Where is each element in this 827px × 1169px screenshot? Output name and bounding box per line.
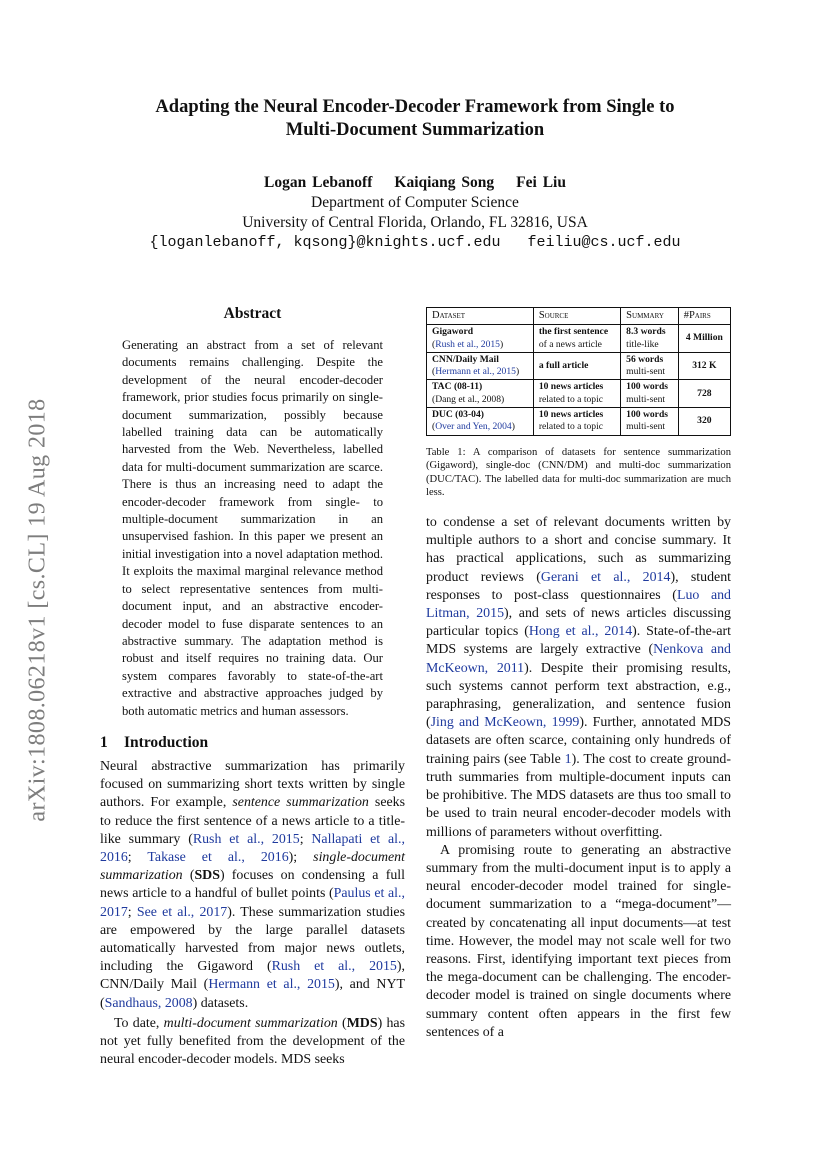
text-run: ). The cost to create ground-truth summaries from multiple-document inputs can be prohibitive. The MDS datasets are thus too small to be used to train neural encoder-decoder models with millions of parameters without overfitting. [426,751,731,840]
source-cell [533,380,620,408]
text-run: ), and NYT ( [100,977,405,1011]
dataset-name: TAC (08-11) [432,381,483,393]
citation-link[interactable]: Hermann et al., 2015 [435,366,516,378]
author-block [100,173,730,253]
table-caption: Table 1: A comparison of datasets for sentence summarization (Gigaword), single-doc (CNN/DM) and multi-doc summarization (DUC/TAC). The labelled data for multi-doc summarization are much less. [426,446,731,499]
text-run: ), CNN/Daily Mail ( [100,959,405,993]
citation-link[interactable]: Nallapati et al., 2016 [100,831,405,865]
bold-term: SDS [194,868,220,884]
text-run: ); [288,849,314,865]
text-run: ; [127,849,148,865]
source-main: a full article [538,360,589,372]
summary-length: 100 words [626,381,669,393]
arxiv-sidebar [20,360,56,860]
summary-type: multi-sent [626,393,666,405]
source-detail: related to a topic [538,393,604,405]
author-name: Logan Lebanoff [264,174,373,191]
section-number: 1 [100,733,108,751]
source-detail: related to a topic [538,421,604,433]
author-names [100,173,730,193]
source-main: the first sentence [538,326,609,338]
pairs-cell: 320 [678,408,730,436]
table-header-cell: Summary [621,308,679,325]
citation-link[interactable]: Luo and Litman, 2015 [426,587,732,622]
summary-type: title-like [626,338,659,350]
text-run: ( [182,868,195,884]
text-run: ). Despite their promising results, such systems cannot perform text abstraction, e.g., paraphrasing, generalization, and sentence fusion ( [426,660,731,731]
summary-type: multi-sent [626,366,666,378]
table-row [427,380,731,408]
text-run: ), student responses to post-class questionnaires ( [426,569,731,603]
affiliation: University of Central Florida, Orlando, FL 32816, USA [242,214,588,231]
citation-link[interactable]: Gerani et al., 2014 [540,569,671,585]
text-run: ). These summarization studies are empowered by the large parallel datasets automatically harvested from major news outlets, including the Gigaword ( [100,904,405,975]
summary-length: 8.3 words [626,326,666,338]
bold-term: MDS [346,1015,378,1031]
abstract-text: Generating an abstract from a set of relevant documents remains challenging. Despite the development of the neural encoder-decoder framework, prior studies focus primarily on single-document summarization, possibly because labelled training data can be automatically harvested from the Web. Nevertheless, labelled data for multi-document summarization are scarce. There is thus an increasing need to adapt the encoder-decoder framework from single- to multiple-document summarization in an unsupervised fashion. In this paper we present an initial investigation into a novel adaptation method. It exploits the maximal marginal relevance method to select representative sentences from multi-document input, and an abstractive encoder-decoder model to fuse disparate sentences to an abstractive summary. The adaptation method is robust and itself requires no training data. Our system compares favorably to state-of-the-art extractive and abstractive approaches judged by both automatic metrics and human assessors. [122,338,383,718]
citation-link[interactable]: Sandhaus, 2008 [104,995,193,1011]
text-run: ). State-of-the-art MDS systems are largely extractive ( [426,624,732,658]
title-line-1: Adapting the Neural Encoder-Decoder Framework from Single to [155,97,675,117]
section-title: Introduction [124,733,209,751]
section-heading-introduction [100,734,405,752]
source-main: 10 news articles [538,381,604,393]
summary-cell [621,352,679,380]
citation-link[interactable]: Hong et al., 2014 [528,624,633,640]
intro-paragraph-1 [100,758,405,1013]
text-run: Neural abstractive summarization has primarily focused on summarizing short texts written by single authors. For example, [100,758,405,811]
text-run: ) has not yet fully benefited from the development of the neural encoder-decoder models. MDS seeks [100,1015,406,1068]
intro-paragraph-2 [100,1015,405,1070]
table-reference-link[interactable]: 1 [564,751,572,767]
dataset-cell: Gigaword (Rush et al., 2015) [427,325,534,353]
pairs-cell: 4 Million [678,325,730,353]
author-emails: {loganlebanoff, kqsong}@knights.ucf.edu feiliu@cs.ucf.edu [149,234,681,251]
citation-link[interactable]: Rush et al., 2015 [192,831,300,847]
table-header-cell: Source [533,308,620,325]
summary-length: 56 words [626,353,664,365]
dataset-cell: CNN/Daily Mail (Hermann et al., 2015) [427,352,534,380]
title-line-2: Multi-Document Summarization [285,120,545,140]
right-paragraph-2: A promising route to generating an abstractive summary from the multi-document input is to apply a neural encoder-decoder model trained for single-document summarization to a “mega-document”—created by concatenating all input documents—at test time. However, the model may not scale well for two reasons. First, identifying important text pieces from the mega-document can be challenging. The encoder-decoder model is trained on single documents where summary content often appears in the first few sentences of a [426,842,731,1040]
citation-link[interactable]: See et al., 2017 [136,904,228,920]
text-run: ) focuses on condensing a full news article to a handful of bullet points ( [100,868,405,902]
source-cell [533,352,620,380]
table-row [427,352,731,380]
right-column [426,307,731,1042]
right-paragraph-1 [426,514,731,842]
emphasis: multi-document summarization [163,1015,338,1031]
citation-link[interactable]: Rush et al., 2015 [271,959,397,975]
citation-link[interactable]: Paulus et al., 2017 [100,886,405,920]
text-run: ; [127,904,137,920]
emphasis: sentence summarization [232,795,369,811]
table-row [427,408,731,436]
table-row [427,325,731,353]
summary-type: multi-sent [626,421,666,433]
summary-cell [621,380,679,408]
department: Department of Computer Science [311,194,519,211]
summary-cell [621,408,679,436]
table-header-row [427,308,731,325]
source-main: 10 news articles [538,409,604,421]
pairs-cell: 312 K [678,352,730,380]
dataset-name: Gigaword [432,326,474,338]
dataset-comparison-table [426,307,731,436]
dataset-cell: TAC (08-11) (Dang et al., 2008) [427,380,534,408]
text-run: to condense a set of relevant documents written by multiple authors to a short and concise summary. It has practical applications, such as summarizing product reviews ( [426,515,731,585]
paper-title [100,96,730,142]
text-run: ), and sets of news articles discussing particular topics ( [426,606,731,640]
table-header-cell: Dataset [427,308,534,325]
emphasis: single-document summarization [100,849,405,884]
citation-link[interactable]: Takase et al., 2016 [147,849,289,865]
citation-link[interactable]: Hermann et al., 2015 [208,977,335,993]
author-name: Fei Liu [516,174,566,191]
abstract-heading: Abstract [223,305,282,322]
source-detail: of a news article [538,338,602,350]
citation-link[interactable]: Jing and McKeown, 1999 [430,715,580,731]
text-run: To date, [114,1015,164,1031]
dataset-name: DUC (03-04) [432,409,484,421]
author-name: Kaiqiang Song [394,174,495,191]
text-run: seeks to reduce the first sentence of a news article to a title-like summary ( [100,795,405,847]
table-header-cell: #Pairs [678,308,730,325]
text-run: ) datasets. [192,995,249,1011]
citation-link[interactable]: Nenkova and McKeown, 2011 [426,642,731,676]
left-column [100,305,405,1069]
citation-link[interactable]: Over and Yen, 2004 [435,421,512,433]
text-run: ). Further, annotated MDS datasets are often scarce, containing only hundreds of training pairs (see Table [426,715,731,767]
source-cell [533,408,620,436]
dataset-cell: DUC (03-04) (Over and Yen, 2004) [427,408,534,436]
text-run: ( [337,1015,347,1031]
summary-cell [621,325,679,353]
text-run: ; [299,831,312,847]
pairs-cell: 728 [678,380,730,408]
dataset-name: CNN/Daily Mail [432,353,499,365]
arxiv-identifier: arXiv:1808.06218v1 [cs.CL] 19 Aug 2018 [24,398,51,822]
citation-text: Dang et al., 2008 [435,393,502,405]
summary-length: 100 words [626,409,669,421]
source-cell [533,325,620,353]
citation-link[interactable]: Rush et al., 2015 [435,338,500,350]
